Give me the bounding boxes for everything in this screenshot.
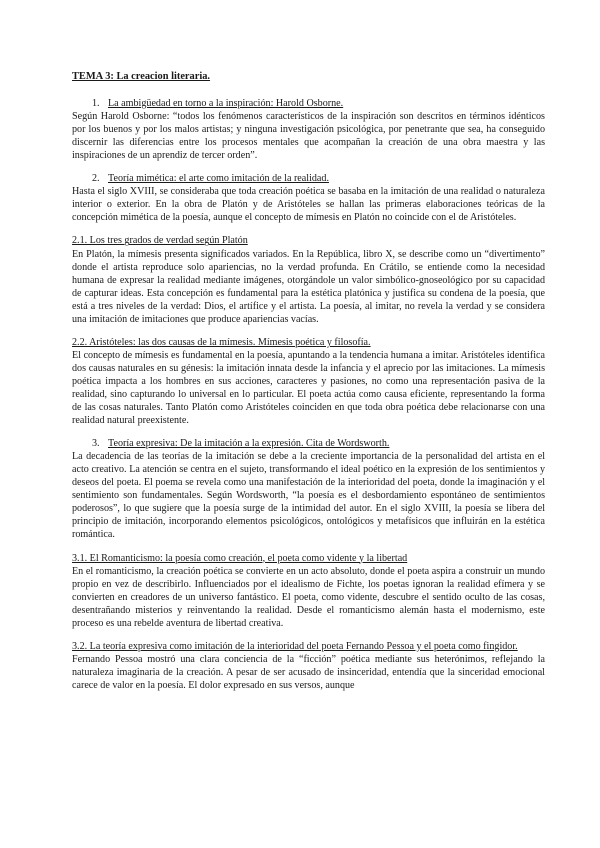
section-2-heading [72, 172, 545, 185]
section-2-body: Hasta el siglo XVIII, se consideraba que toda creación poética se basaba en la imitación de una realidad o naturaleza interior o exterior. En la obra de Platón y de Aristóteles se hallan las primeras elaboraciones teóricas de la concepción mimética de la poesía, aunque el concepto de mímesis en Platón no coincide con el de Aristóteles. [72, 186, 545, 224]
section-2-1-heading: 2.1. Los tres grados de verdad según Platón [72, 235, 248, 247]
section-2-2-body: El concepto de mímesis es fundamental en la poesía, apuntando a la tendencia humana a imitar. Aristóteles identifica dos causas naturales en su génesis: la imitación innata desde la infancia y el aprecio por las imitaciones. La mímesis poética impacta a los hombres en sus acciones, caracteres y pasiones, no como una representación pasiva de la realidad, sino capturando lo universal en lo particular. El poeta actúa como causa eficiente, representando la forma de las cosas naturales. Tanto Platón como Aristóteles coinciden en que toda obra poética debe relacionarse con una realidad natural preexistente. [72, 349, 545, 427]
section-3-number: 3. [92, 438, 100, 450]
document-title: TEMA 3: La creacion literaria. [72, 71, 211, 82]
section-3-heading-text: Teoría expresiva: De la imitación a la expresión. Cita de Wordsworth. [108, 438, 390, 450]
section-1-heading [72, 97, 545, 110]
section-2-heading-text: Teoría mimética: el arte como imitación de la realidad. [108, 173, 329, 185]
section-3-body: La decadencia de las teorías de la imitación se debe a la creciente importancia de la personalidad del artista en el acto creativo. La atención se centra en el sujeto, transformando el ideal poético en la expresión de los sentimientos y deseos del poeta. El poema se revela como una manifestación de la interioridad del poeta, donde la imaginación y el sentimiento son fundamentales. Según Wordsworth, “la poesía es el desbordamiento espontáneo de sentimientos poderosos”, lo que sugiere que la poesía surge de la intimidad del autor. En el siglo XVIII, la poesía se libera del principio de imitación, incorporando elementos psicológicos, ontológicos y metafísicos que influirán en la estética romántica. [72, 451, 545, 541]
section-1-body: Según Harold Osborne: “todos los fenómenos característicos de la inspiración son descritos en términos idénticos por los buenos y por los malos artistas; y ninguna investigación psicológica, por penetrante que sea, ha conseguido discernir las diferencias entre los procesos mentales que acompañan la creación de una obra maestra y las inspiraciones de un aprendiz de tercer orden”. [72, 111, 545, 162]
section-1-number: 1. [92, 98, 100, 110]
section-1-heading-text: La ambigüedad en torno a la inspiración: Harold Osborne. [108, 98, 344, 110]
section-3-1-heading: 3.1. El Romanticismo: la poesía como creación, el poeta como vidente y la libertad [72, 552, 408, 564]
section-3-2-body: Fernando Pessoa mostró una clara conciencia de la “ficción” poética mediante sus heterónimos, reflejando la naturaleza imaginaria de la creación. A pesar de ser acusado de insinceridad, entendía que la sinceridad emocional carece de valor en la poesía. El dolor expresado en sus versos, aunque [72, 653, 545, 691]
section-2-1-body: En Platón, la mímesis presenta significados variados. En la República, libro X, se describe como un “divertimento” donde el artista reproduce solo apariencias, no la verdad profunda. En Crátilo, se entiende como la necesidad humana de expresar la realidad mediante imágenes, otorgándole un valor simbólico-gnoseológico por su capacidad de capturar ideas. Esta concepción es fundamental para la estética platónica y justifica su condena de la poesía, que está a tres niveles de la verdad: Dios, el artífice y el artista. La poesía, al imitar, no revela la verdad y se considera una imitación de imitaciones que produce apariencias vacías. [72, 248, 545, 325]
section-3-1-body: En el romanticismo, la creación poética se convierte en un acto absoluto, donde el poeta aspira a construir un mundo propio en vez de describirlo. Influenciados por el idealismo de Fichte, los poetas ignoran la realidad efímera y se convierten en creadores de un universo fantástico. El poeta, como vidente, descubre el sentido oculto de las cosas, desentrañando misterios y reinventando la realidad. Desde el romanticismo alemán hasta el modernismo, este proceso es una rebelde aventura de libertad creativa. [72, 565, 545, 629]
section-2-number: 2. [92, 173, 100, 185]
section-3-2-heading: 3.2. La teoría expresiva como imitación de la interioridad del poeta Fernando Pessoa y el poeta como fingidor. [72, 640, 518, 652]
section-2-2-heading: 2.2. Aristóteles: las dos causas de la mímesis. Mímesis poética y filosofía. [72, 336, 371, 348]
section-3-heading [72, 437, 545, 450]
